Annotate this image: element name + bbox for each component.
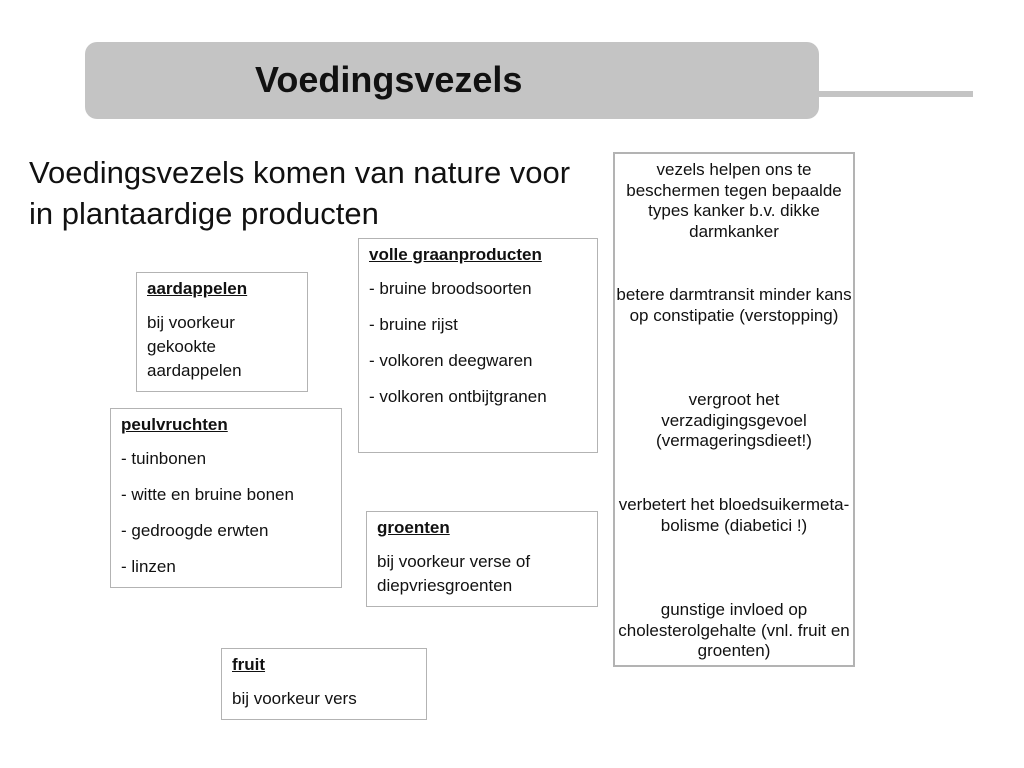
benefit-item: gunstige invloed op cholesterolgehalte (vnl. fruit en groenten) bbox=[618, 600, 850, 660]
box-peulvruchten-list bbox=[121, 447, 331, 579]
box-graan-heading: volle graanproducten bbox=[369, 245, 542, 264]
benefit-item: vergroot het verzadigingsgevoel (vermageringsdieet!) bbox=[656, 390, 812, 450]
benefit-item: betere darmtransit minder kans op constipatie (verstopping) bbox=[616, 285, 852, 325]
intro-text: Voedingsvezels komen van nature voor in plantaardige producten bbox=[29, 155, 571, 231]
box-fruit-text: bij voorkeur vers bbox=[232, 689, 357, 708]
benefits-panel bbox=[613, 152, 855, 667]
box-aardappelen bbox=[136, 272, 308, 392]
list-item: - witte en bruine bonen bbox=[121, 485, 294, 504]
title-bar bbox=[85, 42, 819, 119]
list-item: - gedroogde erwten bbox=[121, 521, 269, 540]
box-aardappelen-heading: aardappelen bbox=[147, 279, 248, 298]
benefit-item: verbetert het bloedsuikermeta-bolisme (diabetici !) bbox=[618, 495, 850, 535]
list-item: - tuinbonen bbox=[121, 449, 207, 468]
box-groenten-text: bij voorkeur verse of diepvriesgroenten bbox=[377, 552, 531, 595]
box-fruit bbox=[221, 648, 427, 720]
list-item: - volkoren ontbijtgranen bbox=[369, 387, 547, 406]
box-groenten-heading: groenten bbox=[377, 518, 450, 537]
box-aardappelen-text: bij voorkeur gekookte aardappelen bbox=[147, 313, 242, 380]
box-graan-list bbox=[369, 277, 587, 409]
benefit-item: vezels helpen ons te beschermen tegen bepaalde types kanker b.v. dikke darmkanker bbox=[626, 160, 842, 241]
list-item: - linzen bbox=[121, 557, 176, 576]
list-item: - bruine rijst bbox=[369, 315, 458, 334]
list-item: - bruine broodsoorten bbox=[369, 279, 532, 298]
box-fruit-heading: fruit bbox=[232, 655, 266, 674]
list-item: - volkoren deegwaren bbox=[369, 351, 533, 370]
title-underline-decoration bbox=[819, 91, 973, 97]
box-peulvruchten-heading: peulvruchten bbox=[121, 415, 228, 434]
box-volle-graanproducten bbox=[358, 238, 598, 453]
slide-title: Voedingsvezels bbox=[255, 59, 523, 100]
box-groenten bbox=[366, 511, 598, 607]
box-peulvruchten bbox=[110, 408, 342, 588]
